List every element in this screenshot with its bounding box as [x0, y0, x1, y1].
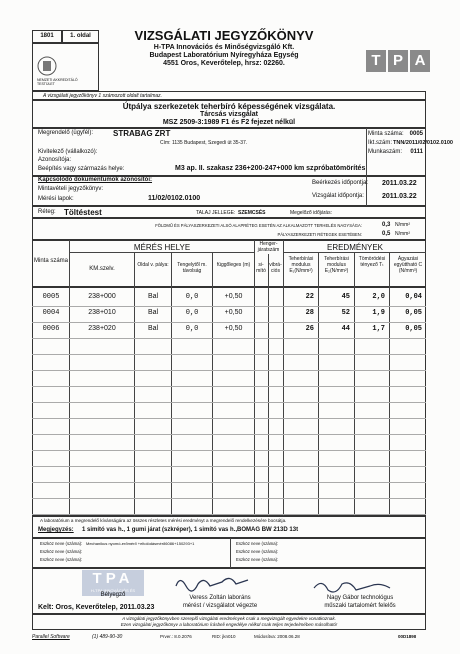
cell-sample: 0005: [42, 293, 60, 301]
device3-label: Eszköz neve (száma):: [40, 557, 83, 562]
footer-notice-box: [32, 614, 426, 630]
document-title: VIZSGÁLATI JEGYZŐKÖNYV: [134, 28, 314, 43]
id-no-value: TNN/2011/02/0102.0100: [393, 140, 453, 146]
sheet-value: 11/02/0102.0100: [148, 195, 201, 202]
laboratory-address: 4551 Oros, Keverőtelep, hrsz: 02260.: [163, 60, 285, 67]
header-side: Oldal v. pálya:: [137, 262, 169, 268]
header-vib: vibrá-ciós: [269, 262, 282, 274]
table-row-divider: [32, 434, 426, 435]
header-axis: Tengelytől m. távolság: [177, 262, 207, 274]
cell-ratio: 2,0: [372, 293, 385, 301]
cell-vert: +0,50: [224, 325, 243, 332]
header-sample: Minta száma: [33, 258, 68, 264]
customer-name: STRABAG ZRT: [113, 129, 171, 138]
material-label: TALAJ JELLEGE:: [196, 210, 236, 216]
req1-value: 0,3: [382, 222, 391, 228]
table-row-divider: [32, 450, 426, 451]
origin-note: próbatömörítés: [314, 165, 366, 172]
device4-label: Eszköz neve (száma):: [236, 541, 279, 546]
req1-label: FÖLDMŰ ÉS PÁLYASZERKEZETI ALSÓ ALAPRÉTEG ESETÉN AZ ALKALMAZOTT TERHELÉS NAGYSÁGA:: [155, 223, 362, 228]
origin-label: Beépítés vagy származás helye:: [38, 166, 125, 172]
remarks-label: Megjegyzés:: [38, 527, 74, 533]
origin-value: M3 ap. II. szakasz 236+200-247+000 km sz.: [175, 165, 316, 172]
table-row-divider: [32, 498, 426, 499]
device6-label: Eszköz neve (száma):: [236, 557, 279, 562]
cell-vert: +0,50: [224, 293, 243, 300]
stamp-subtext: H-TPA INNOVÁCIÓS ÉS: [90, 588, 136, 593]
doc-number: 1801: [40, 33, 54, 39]
header-hanger-group: Henger-járatszám: [257, 241, 280, 253]
header-e2: Teherbírási modulus E₂(N/mm²): [324, 256, 349, 274]
remarks-value: 1 simító vas h., 1 gumi járat (szkréper), 1 simító vas h.,BOMAG BW 213D 13t: [82, 527, 299, 533]
software-version: Prver.: 8.0.2076: [160, 634, 192, 639]
software-modified: Módosítva: 2008.06.28: [254, 634, 300, 639]
header-ratio: Tömörödési tényező Tₜ: [358, 256, 386, 268]
cell-side: Bal: [147, 293, 159, 300]
cell-c: 0,04: [405, 293, 422, 301]
organization-name: H-TPA Innovációs és Minőségvizsgáló Kft.: [153, 44, 295, 51]
cell-sample: 0006: [42, 325, 60, 333]
cell-e2: 52: [341, 309, 350, 317]
cell-sample: 0004: [42, 309, 60, 317]
accreditation-logo: [32, 43, 99, 91]
header-e1: Teherbírási modulus E₁(N/mm²): [288, 256, 314, 274]
cell-e1: 28: [305, 309, 314, 317]
cell-axis: 0,0: [185, 309, 199, 317]
table-row-divider: [32, 322, 426, 323]
signature-1: [170, 572, 270, 596]
disclaimer-text: A vizsgálati jegyzőkönyv 1 számozott oldalt tartalmaz.: [43, 93, 163, 99]
req2-label: PÁLYASZERKEZETI RÉTEGEK ESETÉBEN:: [277, 232, 362, 237]
tpa-logo: [366, 50, 430, 72]
cell-km: 238+000: [88, 293, 116, 300]
table-row-divider: [32, 338, 426, 339]
lab-note: A laboratórium a megrendelő kívánságára az összes részletes mérési eredményt a megrendelő rendelkezésére bocsátja.: [40, 518, 287, 523]
cell-c: 0,05: [405, 309, 422, 317]
doc-number-box: [32, 30, 62, 43]
cell-km: 238+010: [88, 309, 116, 316]
header-place-group: MÉRÉS HELYE: [133, 243, 191, 252]
sampling-label: Mintavételi jegyzőkönyv:: [38, 186, 104, 192]
device2-label: Eszköz neve (száma):: [40, 549, 83, 554]
tpa-logo-t: T: [366, 50, 386, 72]
table-row-divider: [32, 306, 426, 307]
layer-label: Réteg:: [38, 209, 56, 215]
results-table: [32, 240, 426, 516]
header-si: si-mító: [256, 262, 266, 274]
test-subtitle: Tárcsás vizsgálat: [200, 111, 258, 118]
id-label: Azonosítója:: [38, 157, 72, 163]
software-rid: RID: jkn010: [212, 634, 236, 639]
table-row-divider: [32, 370, 426, 371]
table-row-divider: [32, 386, 426, 387]
stamp-label: Bélyegző: [100, 592, 126, 598]
cell-c: 0,05: [405, 325, 422, 333]
customer-label: Megrendelő (ügyfél):: [38, 130, 94, 136]
customer-address: Cím: 1135 Budapest, Szegedi út 35-37.: [160, 140, 248, 146]
device5-label: Eszköz neve (száma):: [236, 549, 279, 554]
page-label-box: [62, 30, 99, 43]
test-date-label: Vizsgálat időpontja:: [312, 193, 364, 199]
cell-axis: 0,0: [185, 293, 199, 301]
signer1-name: Veress Zoltán laboráns: [189, 595, 251, 601]
tpa-logo-p: P: [388, 50, 408, 72]
cell-vert: +0,50: [224, 309, 243, 316]
header-vertical: függőleges (m): [216, 262, 251, 268]
signer1-role: mérést / vizsgálatot végezte: [182, 603, 258, 609]
cell-axis: 0,0: [185, 325, 199, 333]
req2-unit: N/mm²: [395, 231, 410, 237]
cell-ratio: 1,9: [372, 309, 385, 317]
sample-value: 0005: [409, 131, 423, 137]
cell-side: Bal: [147, 325, 159, 332]
test-date-value: 2011.03.22: [382, 193, 417, 200]
software-phone: (1) 489-90-30: [92, 634, 123, 640]
contractor-label: Kivitelező (vállalkozó):: [38, 149, 98, 155]
cell-km: 238+020: [88, 325, 116, 332]
form-code: 00D189II: [398, 634, 417, 639]
signer2-role: műszaki tartalomért felelős: [324, 603, 396, 609]
req2-value: 0,5: [382, 231, 391, 237]
table-row-divider: [32, 466, 426, 467]
cell-e1: 22: [305, 293, 314, 301]
device1-label: Eszköz neve (száma):: [40, 541, 83, 546]
place-date: Kelt: Oros, Keverőtelep, 2011.03.23: [38, 604, 155, 611]
stamp-logo: TPA: [92, 570, 134, 587]
software-name: Parallel Software: [32, 634, 70, 640]
arrival-label: Beérkezés időpontja:: [312, 180, 369, 186]
sample-label: Minta száma:: [368, 131, 404, 137]
footer-line1: A vizsgálati jegyzőkönyvben szereplő vizsgálati eredmények csak a megvizsgált egyedekre vonatkoznak.: [122, 616, 336, 621]
id-no-label: Ikt.szám:: [368, 140, 393, 146]
header-km: KM.szelv.: [89, 266, 115, 272]
material-value: SZEMCSÉS: [238, 210, 266, 216]
cell-e1: 26: [305, 325, 314, 333]
cell-e2: 45: [341, 293, 350, 301]
cell-side: Bal: [147, 309, 159, 316]
arrival-value: 2011.03.22: [382, 180, 417, 187]
footer-line2: Ezen vizsgálati jegyzőkönyv a laboratórium írásbeli engedélye nélkül csak teljes terjedelmében másolható!: [120, 622, 338, 627]
weather-label: Megelőző időjárás:: [290, 210, 332, 216]
work-label: Munkaszám:: [368, 149, 403, 155]
layer-value: Töltéstest: [64, 208, 102, 217]
laboratory-name: Budapest Laboratórium Nyíregyháza Egység: [149, 52, 299, 59]
req1-unit: N/mm²: [395, 222, 410, 228]
work-value: 0111: [410, 149, 423, 155]
sheet-label: Mérési lapok:: [38, 196, 74, 202]
page-label: 1. oldal: [70, 33, 91, 39]
test-title: Útpálya szerkezetek teherbíró képességének vizsgálata.: [122, 102, 336, 111]
cell-ratio: 1,7: [372, 325, 385, 333]
accreditation-text: NEMZETI AKKREDITÁLÓ TESTÜLET: [37, 78, 78, 86]
device1-value: Mechanikus nyomó-erőmérő +eltolódásmérő6086+150293+1: [86, 541, 195, 546]
related-heading: Kapcsolódó dokumentumok azonosítói:: [38, 177, 153, 183]
table-row-divider: [32, 354, 426, 355]
table-row-divider: [32, 482, 426, 483]
table-row-divider: [32, 418, 426, 419]
table-row-divider: [32, 402, 426, 403]
tpa-logo-a: A: [410, 50, 430, 72]
table-row-divider: [32, 514, 426, 515]
signer2-name: Nagy Gábor technológus: [326, 595, 394, 601]
header-results-group: EREDMÉNYEK: [326, 243, 383, 252]
cell-e2: 44: [341, 325, 350, 333]
disclaimer-box: [32, 91, 426, 100]
header-c: Ágyazási együttható C (N/mm³): [393, 256, 423, 274]
test-title-box: [32, 100, 426, 128]
test-standard: MSZ 2509-3:1989 F1 és F2 fejezet nélkül: [162, 119, 296, 126]
